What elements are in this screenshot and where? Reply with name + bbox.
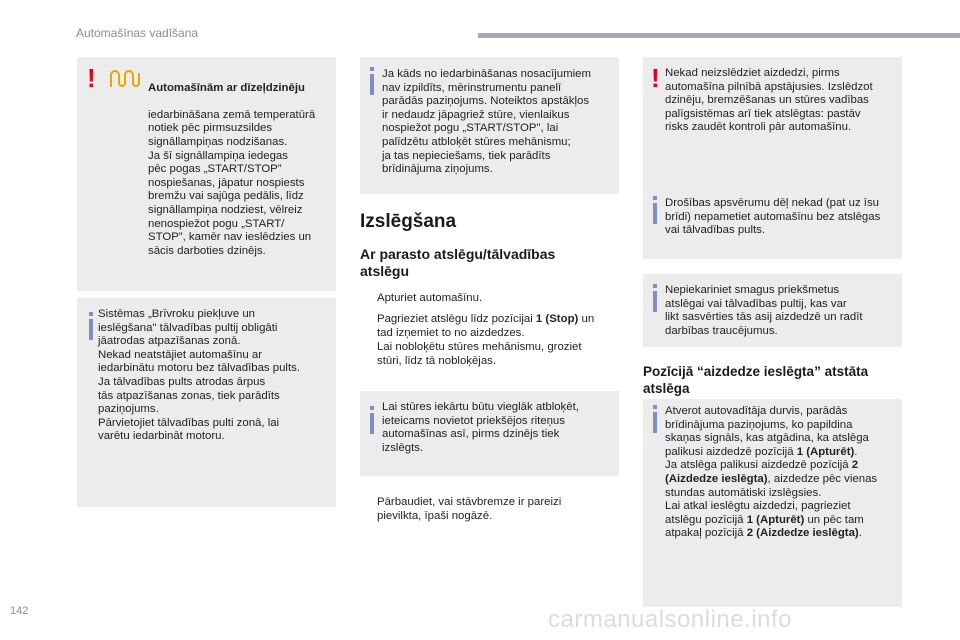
heavy-objects-info-box [643,274,902,347]
wheels-info-text: Lai stūres iekārtu būtu vieglāk atbloķēt, ieteicams novietot priekšējos riteņus automašīnas asī, pirms dzinējs tiek izslēgts. [382,401,579,454]
info-icon [653,412,657,433]
page-heading: Izslēgšana [360,211,457,232]
glow-box-body: iedarbināšana zemā temperatūrā notiek pēc pirmsuzsildes signāllampiņas nodzišanas. Ja šī signāllampiņa iedegas pēc pogas „START/STOP” nospiešanas, jāpatur nospiests bremžu vai sajūga pedālis, līdz signāllampiņa nodziest, vēlreiz nenospiežot pogu „START/ STOP”, kamēr nav ieslēdzies un sācis darboties dzinējs. [148,108,316,257]
hands-free-info-box [77,298,336,507]
page-number: 142 [10,605,29,617]
info-icon [370,413,374,434]
bullet-lock-steering: Lai nobloķētu stūres mehānismu, groziet stūri, līdz tā nobloķējas. [377,341,582,367]
header-bar [478,33,960,38]
ignition-warning-box [643,57,902,189]
glow-plug-icon [109,69,143,89]
key-left-text: Atverot autovadītāja durvis, parādās brīdinājuma paziņojums, ko papildina skaņas signāls, kas atgādina, ka atslēga palikusi aizdedzē pozīcijā 1 (Apturēt). Ja atslēga palikusi aizdedzē pozīcijā 2 (Aizdedze ieslēgta), aizdedze pēc vienas stundas automātiski izslēgsies. Lai atkal ieslēgtu aizdedzi, pagrieziet atslēgu pozīcijā 1 (Apturēt) un pēc tam atpakaļ pozīcijā 2 (Aizdedze ieslēgta). [665,405,878,540]
section-title: Automašīnas vadīšana [76,26,199,40]
bullet-turn-key: Pagrieziet atslēgu līdz pozīcijai 1 (Stop) un tad izņemiet to no aizdedzes. [377,313,595,339]
glow-box-title: Automašīnām ar dīzeļdzinēju [148,81,305,94]
heavy-objects-text: Nepiekariniet smagus priekšmetus atslēgai vai tālvadības pultij, kas var likt sasvērties tās asij aizdedzē un radīt darbības traucējumus. [665,284,863,337]
watermark: carmanualsonline.info [548,606,792,633]
subheading-key-left-on: Pozīcijā “aizdedze ieslēgta” atstāta atslēga [643,364,869,396]
warning-icon: ! [87,63,96,93]
wheels-info-box [360,391,619,476]
hands-free-info-text: Sistēmas „Brīvroku piekļuve un ieslēgšana" tālvadības pultij obligāti jāatrodas atpazīšanas zonā. Nekad neatstājiet automašīnu ar iedarbinātu motoru bez tālvadības pults. Ja tālvadības pults atrodas ārpus tās atpazīšanas zonas, tiek parādīts paziņojums. Pārvietojiet tālvadības pulti zonā, lai varētu iedarbināt motoru. [98,308,300,443]
info-icon [370,74,374,95]
safety-info-box [643,186,902,259]
ignition-warning-text: Nekad neizslēdziet aizdedzi, pirms automašīna pilnībā apstājusies. Izslēdzot dzinēju, bremzēšanas un stūres vadības palīgsistēmas arī tiek atslēgtas: pastāv risks zaudēt kontroli pār automašīnu. [665,67,873,134]
bullet-stop-vehicle: Apturiet automašīnu. [377,292,483,304]
key-left-info-box [643,399,902,607]
start-conditions-text: Ja kāds no iedarbināšanas nosacījumiem nav izpildīts, mērinstrumentu panelī parādās paziņojums. Noteiktos apstākļos ir nedaudz jāpagriež stūre, vienlaikus nospiežot pogu „START/STOP", lai palīdzētu atbloķēt stūres mehānismu; ja tas nepieciešams, tiek parādīts brīdinājuma ziņojums. [382,68,591,176]
glow-plug-box [77,57,336,291]
warning-icon: ! [651,63,660,93]
subheading-key: Ar parasto atslēgu/tālvadības atslēgu [360,246,556,279]
info-icon [653,291,657,312]
start-conditions-info-box [360,57,619,194]
info-icon [89,319,93,340]
safety-info-text: Drošības apsvērumu dēļ nekad (pat uz īsu brīdi) nepametiet automašīnu bez atslēgas vai tālvadības pults. [665,197,881,237]
bullet-parking-brake: Pārbaudiet, vai stāvbremze ir pareizi pievilkta, īpaši nogāzē. [377,496,562,522]
info-icon [653,203,657,224]
